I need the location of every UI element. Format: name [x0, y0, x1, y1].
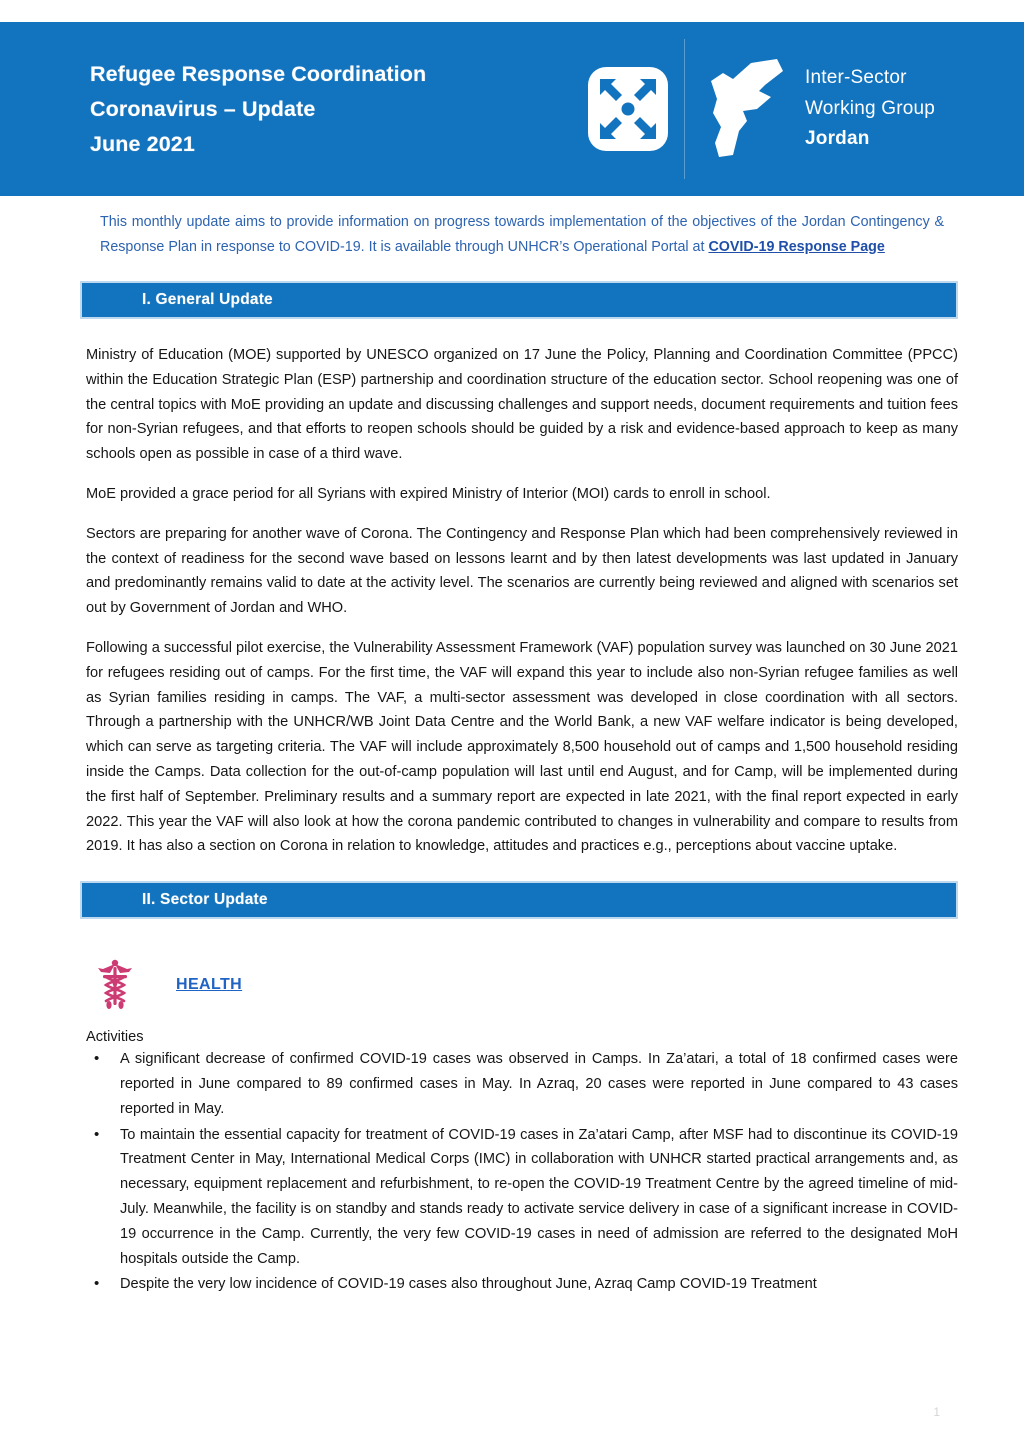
health-activities-list: [0, 1047, 958, 1297]
page-content: [0, 196, 1024, 1298]
page-title-line-3: June 2021: [90, 131, 195, 156]
section-banner-label: I. General Update: [142, 291, 273, 308]
inter-sector-arrows-icon: [582, 57, 674, 161]
caduceus-icon: [96, 959, 134, 1011]
sector-health-heading: [96, 959, 1024, 1011]
intro-paragraph: [100, 210, 944, 259]
header-title-block: [90, 57, 560, 162]
general-update-body: [86, 343, 958, 859]
logo-wordmark: [805, 63, 935, 155]
section-banner-label: II. Sector Update: [142, 891, 268, 909]
list-item: • A significant decrease of confirmed COVID-19 cases was observed in Camps. In Za’atari, a total of 18 confirmed cases were reported in June compared to 89 confirmed cases in May. In Azraq, 20 cases were reported in June compared to 43 cases reported in May.: [120, 1047, 958, 1121]
list-item: • Despite the very low incidence of COVID-19 cases also throughout June, Azraq Camp COVID-19 Treatment: [120, 1272, 958, 1297]
page-title-line-2: Coronavirus – Update: [90, 96, 316, 121]
section-banner-sector-update: [80, 881, 958, 919]
intro-text: This monthly update aims to provide information on progress towards implementation of the objectives of the Jordan Contingency & Response Plan in response to COVID-19. It is available through UNHCR’s Operational Portal at: [100, 214, 944, 255]
page-number: 1: [933, 1405, 940, 1419]
paragraph-contingency-plan: Sectors are preparing for another wave of Corona. The Contingency and Response Plan which had been comprehensively reviewed in the context of readiness for the second wave based on lessons learnt and by then latest developments was last updated in January and predominantly remains valid to date at the activity level. The scenarios are currently being reviewed and aligned with scenarios set out by Government of Jordan and WHO.: [86, 525, 958, 617]
covid19-response-page-link[interactable]: COVID-19 Response Page: [708, 238, 885, 255]
list-item: • To maintain the essential capacity for treatment of COVID-19 cases in Za’atari Camp, after MSF had to discontinue its COVID-19 Treatment Center in May, International Medical Corps (IMC) in collaboration with UNHCR started practical arrangements and, as necessary, equipment replacement and refurbishment, to re-open the COVID-19 Treatment Centre by the agreed timeline of mid-July. Meanwhile, the facility is on standby and stands ready to activate service delivery in case of a significant increase in COVID-19 occurrence in the Camp. Currently, the very few COVID-19 cases in need of admission are referred to the designated MoH hospitals outside the Camp.: [120, 1123, 958, 1272]
activities-subheading: Activities: [86, 1029, 144, 1046]
page-title-line-1: Refugee Response Coordination: [90, 61, 427, 86]
paragraph-vaf-survey: Following a successful pilot exercise, the Vulnerability Assessment Framework (VAF) population survey was launched on 30 June 2021 for refugees residing out of camps. For the first time, the VAF will expand this year to include also non-Syrian refugee families as well as Syrian families residing in camps. The VAF, a multi-sector assessment was developed in close coordination with all sectors. Through a partnership with the UNHCR/WB Joint Data Centre and the World Bank, a new VAF welfare indicator is being developed, which can serve as targeting criteria. The VAF will include approximately 8,500 household out of camps and 1,500 household residing inside the Camps. Data collection for the out-of-camp population will last until end August, and for Camp, will be implemented during the first half of September. Preliminary results and a summary report are expected in late 2021, with the final report expected in early 2022. This year the VAF will also look at how the corona pandemic contributed to changes in vulnerability and compare to results from 2019. It has also a section on Corona in relation to knowledge, attitudes and practices e.g., perceptions about vaccine uptake.: [86, 639, 959, 855]
logo-text-line-3: Jordan: [805, 128, 870, 150]
paragraph-grace-period: MoE provided a grace period for all Syrians with expired Ministry of Interior (MOI) cards to enroll in school.: [86, 485, 771, 502]
section-banner-general-update: [80, 281, 958, 319]
document-header-banner: [0, 22, 1024, 196]
inter-sector-working-group-logo: [582, 39, 935, 179]
logo-divider: [684, 39, 685, 179]
logo-text-line-1: Inter-Sector: [805, 67, 907, 89]
jordan-map-icon: [699, 55, 791, 163]
paragraph-education: Ministry of Education (MOE) supported by UNESCO organized on 17 June the Policy, Planning and Coordination Committee (PPCC) within the Education Strategic Plan (ESP) partnership and coordination structure of the education sector. School reopening was one of the central topics with MoE providing an update and discussing challenges and support needs, document requirements and tuition fees for non-Syrian refugees, and that efforts to reopen schools should be guided by a risk and evidence-based approach to keep as many schools open as possible in case of a third wave.: [86, 347, 958, 463]
logo-text-line-2: Working Group: [805, 97, 936, 119]
sector-health-link[interactable]: HEALTH: [176, 976, 243, 994]
